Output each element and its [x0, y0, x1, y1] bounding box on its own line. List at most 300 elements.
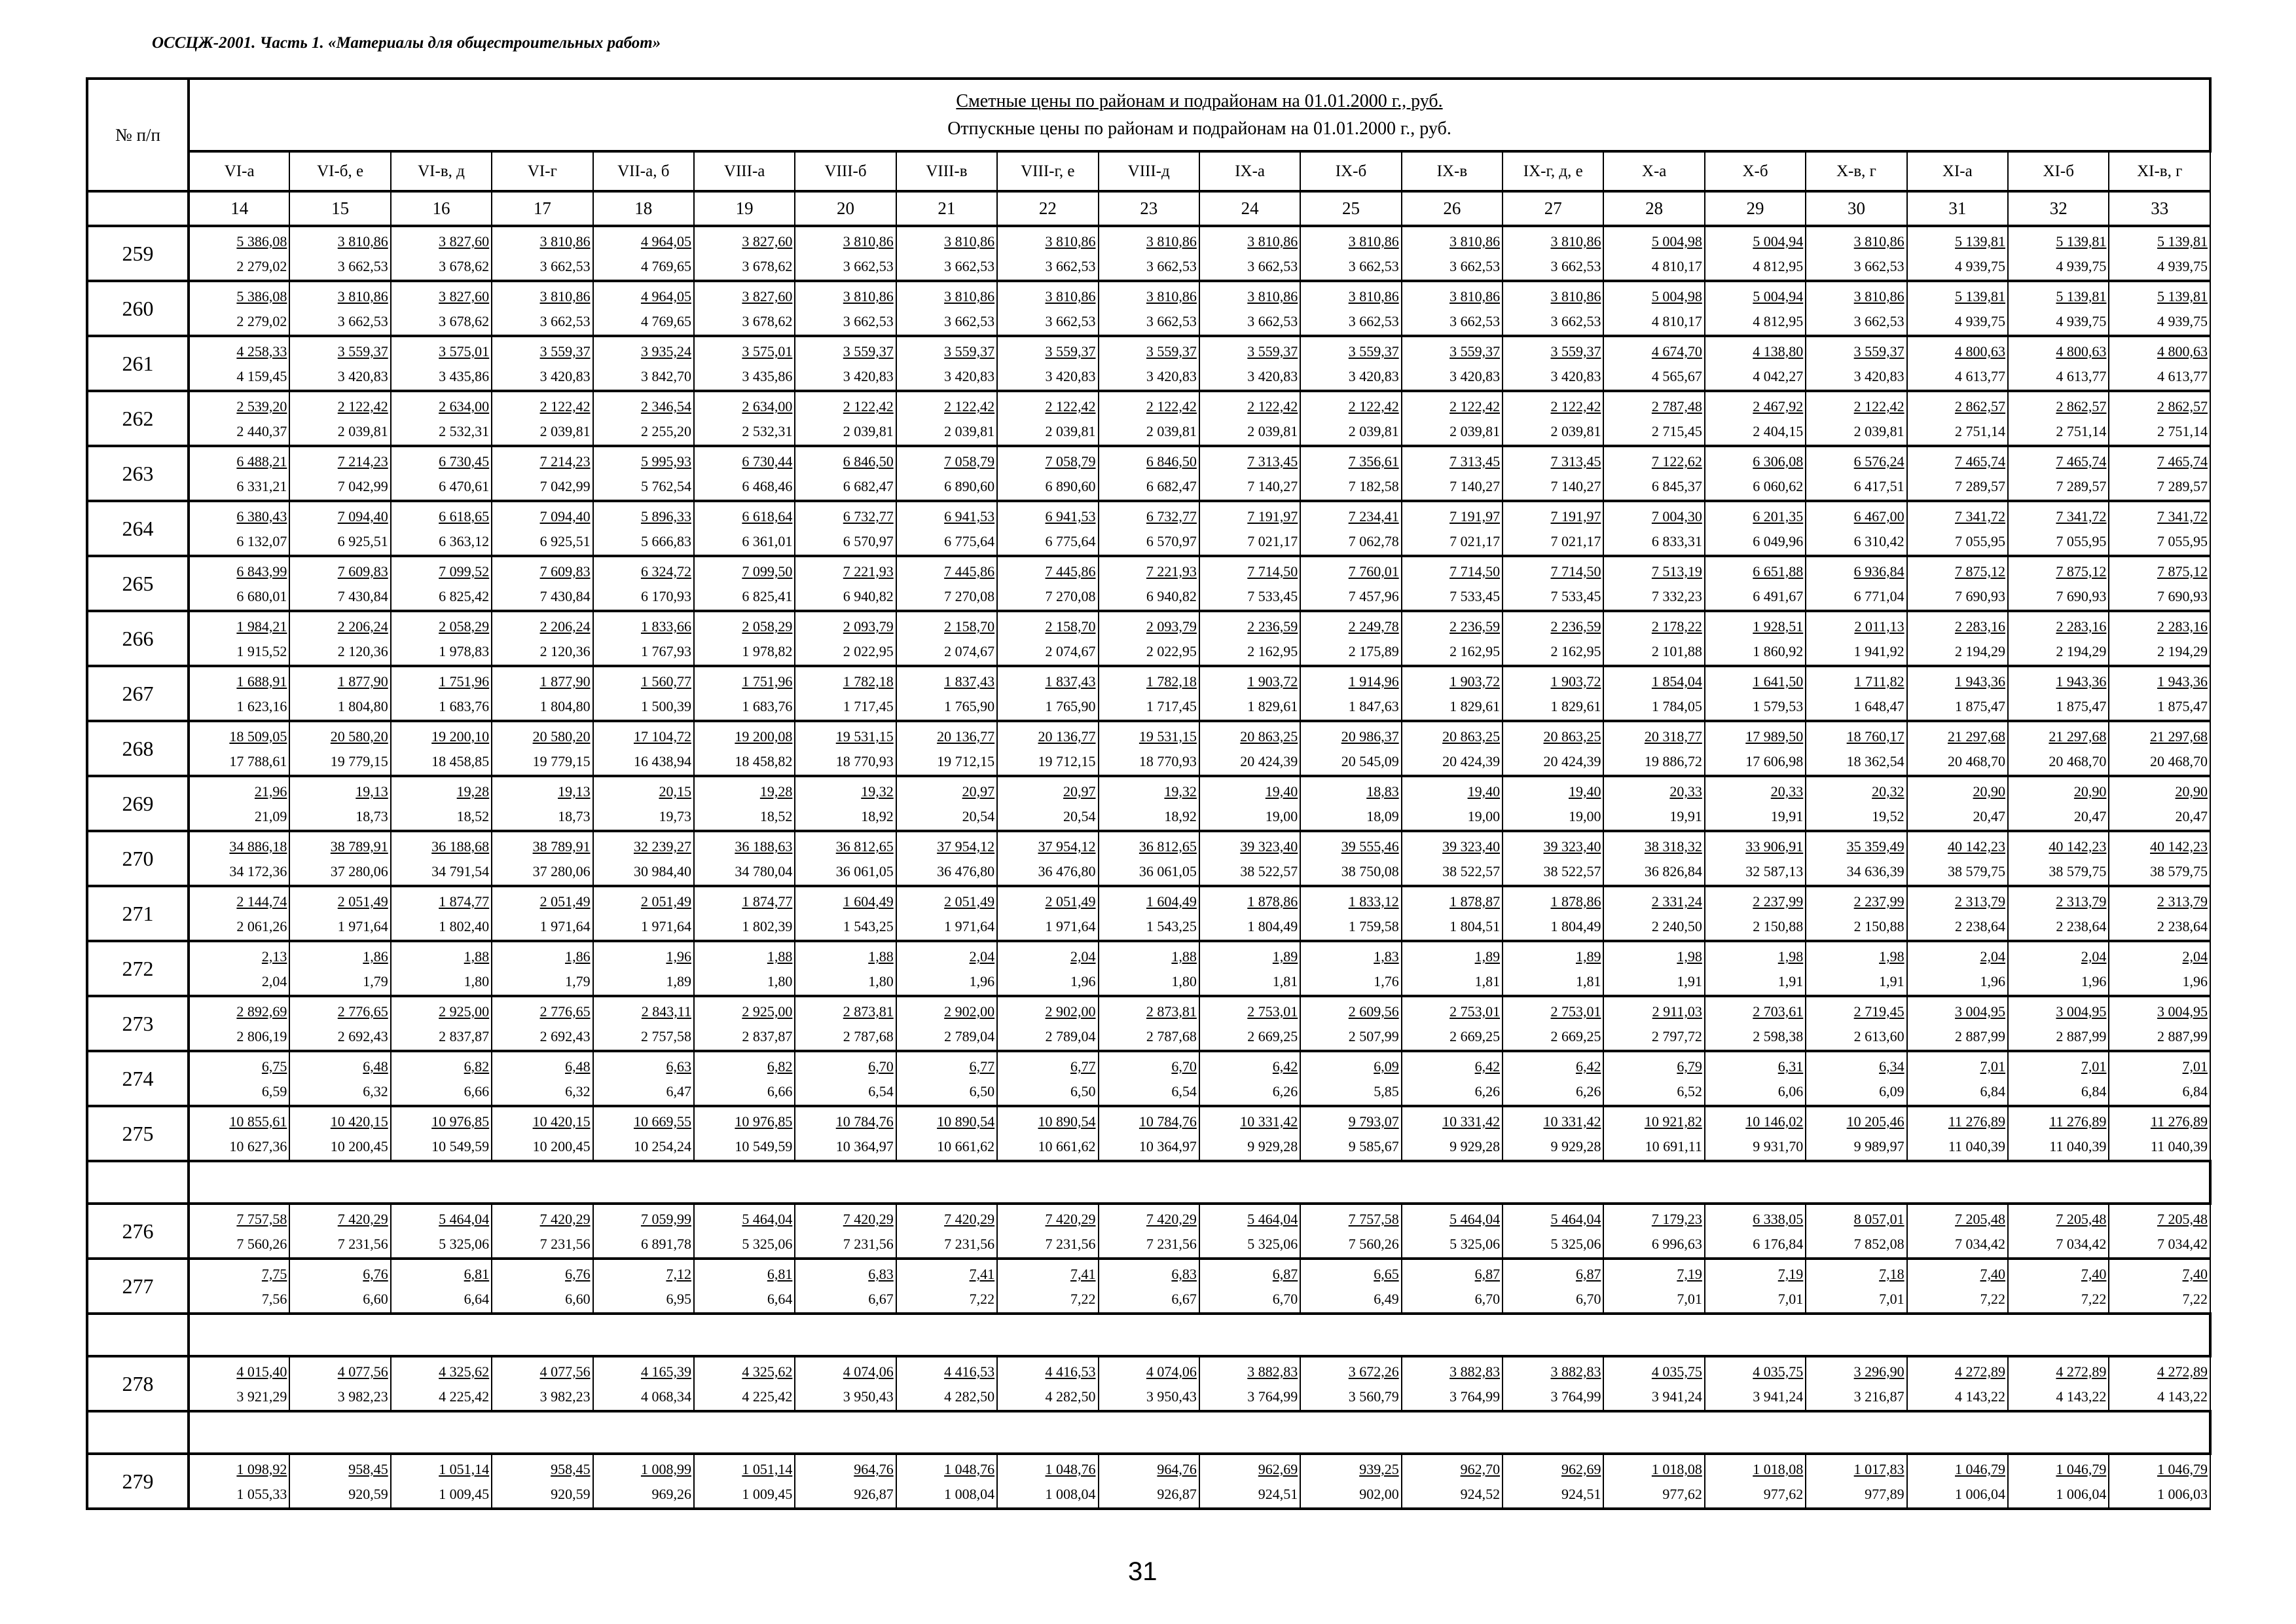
price-cell — [391, 776, 492, 831]
estimate-price: 7 420,29 — [1045, 1211, 1096, 1227]
estimate-price: 3 810,86 — [1348, 288, 1399, 304]
table-row — [87, 556, 2210, 611]
release-price: 1 978,82 — [742, 643, 793, 659]
price-cell — [1300, 1106, 1401, 1161]
release-price: 4 159,45 — [236, 368, 287, 384]
release-price: 3 764,99 — [1449, 1388, 1501, 1405]
release-price: 7 560,26 — [1348, 1236, 1399, 1252]
release-price: 2 039,81 — [539, 423, 591, 439]
estimate-price: 6,42 — [1575, 1058, 1601, 1075]
release-price: 7 140,27 — [1247, 478, 1298, 494]
estimate-price: 7 179,23 — [1651, 1211, 1702, 1227]
release-price: 3 435,86 — [742, 368, 793, 384]
release-price: 2 238,64 — [2157, 918, 2208, 934]
estimate-price: 6 732,77 — [843, 508, 894, 525]
release-price: 3 662,53 — [337, 313, 388, 329]
release-price: 2 806,19 — [236, 1028, 287, 1044]
column-index: 33 — [2109, 191, 2210, 226]
price-cell — [1603, 1356, 1704, 1411]
estimate-price: 3 935,24 — [640, 343, 691, 360]
price-cell — [1503, 226, 1603, 281]
price-cell — [492, 611, 592, 666]
price-cell — [1503, 281, 1603, 336]
release-price: 10 627,36 — [229, 1138, 287, 1154]
price-cell — [1806, 391, 1906, 446]
price-cell — [1503, 996, 1603, 1051]
release-price: 7 021,17 — [1247, 533, 1298, 549]
price-cell — [1705, 776, 1806, 831]
price-cell — [593, 996, 694, 1051]
release-price: 1 759,58 — [1348, 918, 1399, 934]
release-price: 6 361,01 — [742, 533, 793, 549]
release-price: 6,52 — [1677, 1083, 1702, 1099]
region-header: IX-а — [1199, 151, 1300, 191]
release-price: 4 939,75 — [2056, 258, 2107, 274]
release-price: 19,91 — [1669, 808, 1702, 824]
release-price: 7 231,56 — [539, 1236, 591, 1252]
release-price: 1 006,03 — [2157, 1486, 2208, 1502]
release-price: 1 009,45 — [439, 1486, 490, 1502]
estimate-price: 4 035,75 — [1651, 1363, 1702, 1380]
price-cell — [2008, 776, 2109, 831]
price-cell — [1705, 886, 1806, 941]
price-cell — [492, 1259, 592, 1314]
price-cell — [694, 501, 795, 556]
estimate-price: 6 936,84 — [1853, 563, 1904, 580]
price-cell — [189, 336, 289, 391]
estimate-price: 2 313,79 — [2056, 893, 2107, 910]
release-price: 3 435,86 — [439, 368, 490, 384]
price-cell — [2109, 556, 2210, 611]
estimate-price: 4 416,53 — [1045, 1363, 1096, 1380]
release-price: 6,26 — [1575, 1083, 1601, 1099]
price-cell — [1705, 1106, 1806, 1161]
price-cell — [1907, 831, 2008, 886]
release-price: 7,22 — [1070, 1291, 1096, 1307]
price-cell — [1907, 886, 2008, 941]
price-cell — [1907, 1051, 2008, 1106]
estimate-price: 7 341,72 — [1955, 508, 2006, 525]
price-cell — [2109, 721, 2210, 776]
price-cell — [997, 611, 1098, 666]
row-number: 276 — [87, 1204, 189, 1259]
estimate-price: 20 136,77 — [937, 728, 995, 745]
release-price: 6,54 — [1171, 1083, 1197, 1099]
release-price: 1 648,47 — [1853, 698, 1904, 714]
estimate-price: 7,41 — [969, 1266, 995, 1282]
price-cell — [1099, 1106, 1199, 1161]
estimate-price: 3 559,37 — [1449, 343, 1501, 360]
release-price: 6,70 — [1474, 1291, 1501, 1307]
estimate-price: 3 559,37 — [944, 343, 995, 360]
estimate-price: 5 004,94 — [1753, 233, 1804, 249]
estimate-price: 6,09 — [1374, 1058, 1399, 1075]
price-cell — [289, 611, 390, 666]
estimate-price: 6 651,88 — [1753, 563, 1804, 580]
release-price: 2 039,81 — [1853, 423, 1904, 439]
price-cell — [1099, 1454, 1199, 1509]
price-cell — [492, 1204, 592, 1259]
estimate-price: 3 575,01 — [439, 343, 490, 360]
estimate-price: 6,82 — [767, 1058, 793, 1075]
release-price: 18,92 — [1164, 808, 1197, 824]
row-number: 269 — [87, 776, 189, 831]
column-index: 20 — [795, 191, 896, 226]
price-cell — [593, 831, 694, 886]
estimate-price: 10 976,85 — [735, 1113, 793, 1130]
release-price: 4 810,17 — [1651, 313, 1702, 329]
estimate-price: 6,87 — [1474, 1266, 1501, 1282]
release-price: 2 532,31 — [439, 423, 490, 439]
price-cell — [593, 446, 694, 501]
column-index: 16 — [391, 191, 492, 226]
price-cell — [1199, 1204, 1300, 1259]
price-cell — [1705, 226, 1806, 281]
release-price: 2 507,99 — [1348, 1028, 1399, 1044]
region-header: VII-а, б — [593, 151, 694, 191]
estimate-price: 2 925,00 — [439, 1003, 490, 1020]
price-cell — [1705, 941, 1806, 996]
estimate-price: 1 874,77 — [742, 893, 793, 910]
price-cell — [1199, 1051, 1300, 1106]
estimate-price: 1,98 — [1677, 948, 1702, 965]
release-price: 18 458,85 — [431, 753, 490, 769]
price-cell — [694, 831, 795, 886]
price-cell — [1705, 336, 1806, 391]
release-price: 7,01 — [1879, 1291, 1904, 1307]
release-price: 6 825,41 — [742, 588, 793, 604]
release-price: 1 717,45 — [843, 698, 894, 714]
estimate-price: 1 914,96 — [1348, 673, 1399, 690]
estimate-price: 3 575,01 — [742, 343, 793, 360]
release-price: 11 040,39 — [2150, 1138, 2208, 1154]
price-cell — [997, 831, 1098, 886]
release-price: 3 662,53 — [539, 258, 591, 274]
release-price: 4 225,42 — [742, 1388, 793, 1405]
estimate-price: 1,83 — [1374, 948, 1399, 965]
price-cell — [289, 1259, 390, 1314]
price-cell — [1907, 501, 2008, 556]
estimate-price: 20,90 — [1973, 783, 2006, 800]
release-price: 38 750,08 — [1341, 863, 1399, 879]
price-cell — [694, 1106, 795, 1161]
release-price: 2 669,25 — [1449, 1028, 1501, 1044]
price-cell — [1402, 776, 1503, 831]
separator-cell — [189, 1314, 2210, 1356]
price-cell — [896, 1106, 997, 1161]
estimate-price: 1,98 — [1879, 948, 1904, 965]
release-price: 6,95 — [666, 1291, 691, 1307]
estimate-price: 3 559,37 — [1853, 343, 1904, 360]
estimate-price: 7 313,45 — [1247, 453, 1298, 470]
release-price: 3 678,62 — [439, 258, 490, 274]
price-cell — [1402, 1356, 1503, 1411]
price-cell — [492, 886, 592, 941]
estimate-price: 3 810,86 — [539, 288, 591, 304]
separator-cell — [87, 1314, 189, 1356]
release-price: 18,73 — [558, 808, 591, 824]
price-cell — [1402, 666, 1503, 721]
price-cell — [2008, 1454, 2109, 1509]
estimate-price: 32 239,27 — [633, 838, 691, 855]
price-cell — [1199, 1454, 1300, 1509]
release-price: 4 939,75 — [1955, 258, 2006, 274]
price-cell — [1503, 336, 1603, 391]
release-price: 2 194,29 — [2056, 643, 2107, 659]
release-price: 7 055,95 — [2157, 533, 2208, 549]
release-price: 7 021,17 — [1550, 533, 1601, 549]
price-cell — [2109, 226, 2210, 281]
release-price: 18,73 — [355, 808, 388, 824]
estimate-price: 6 730,44 — [742, 453, 793, 470]
estimate-price: 2 862,57 — [2056, 398, 2107, 415]
price-cell — [1705, 391, 1806, 446]
price-cell — [391, 886, 492, 941]
estimate-price: 20 863,25 — [1442, 728, 1501, 745]
estimate-price: 2 249,78 — [1348, 618, 1399, 635]
release-price: 2 022,95 — [843, 643, 894, 659]
release-price: 4 769,65 — [640, 313, 691, 329]
release-price: 6 491,67 — [1753, 588, 1804, 604]
estimate-price: 5 464,04 — [742, 1211, 793, 1227]
release-price: 38 579,75 — [2150, 863, 2208, 879]
release-price: 3 420,83 — [1550, 368, 1601, 384]
price-cell — [896, 226, 997, 281]
price-cell — [492, 666, 592, 721]
price-cell — [694, 1259, 795, 1314]
estimate-price: 7 465,74 — [1955, 453, 2006, 470]
estimate-price: 7 609,83 — [539, 563, 591, 580]
price-cell — [896, 1356, 997, 1411]
estimate-price: 2,04 — [2182, 948, 2208, 965]
price-cell — [1300, 556, 1401, 611]
estimate-price: 5 004,94 — [1753, 288, 1804, 304]
release-price: 2 887,99 — [2056, 1028, 2107, 1044]
price-cell — [1705, 721, 1806, 776]
release-price: 1,80 — [767, 973, 793, 989]
price-cell — [593, 1454, 694, 1509]
estimate-price: 6,76 — [363, 1266, 388, 1282]
price-cell — [1099, 776, 1199, 831]
estimate-price: 2,04 — [2081, 948, 2107, 965]
estimate-price: 3 672,26 — [1348, 1363, 1399, 1380]
release-price: 7 270,08 — [1045, 588, 1096, 604]
release-price: 6 682,47 — [1146, 478, 1197, 494]
estimate-price: 20,90 — [2175, 783, 2208, 800]
price-cell — [1503, 501, 1603, 556]
price-cell — [2008, 1204, 2109, 1259]
separator-cell — [189, 1411, 2210, 1454]
release-price: 2 787,68 — [843, 1028, 894, 1044]
release-price: 3 662,53 — [337, 258, 388, 274]
estimate-price: 7 341,72 — [2157, 508, 2208, 525]
price-cell — [2109, 1051, 2210, 1106]
release-price: 11 040,39 — [1948, 1138, 2006, 1154]
release-price: 920,59 — [551, 1486, 591, 1502]
estimate-price: 7 420,29 — [944, 1211, 995, 1227]
estimate-price: 3 810,86 — [1853, 233, 1904, 249]
release-price: 7 289,57 — [2157, 478, 2208, 494]
estimate-price: 19,13 — [558, 783, 591, 800]
column-index: 30 — [1806, 191, 1906, 226]
estimate-price: 4 015,40 — [236, 1363, 287, 1380]
estimate-price: 2 892,69 — [236, 1003, 287, 1020]
price-cell — [1705, 1259, 1806, 1314]
table-row — [87, 831, 2210, 886]
estimate-price: 3 810,86 — [843, 288, 894, 304]
price-cell — [694, 886, 795, 941]
price-cell — [2109, 831, 2210, 886]
estimate-price: 7,18 — [1879, 1266, 1904, 1282]
estimate-price: 7 420,29 — [843, 1211, 894, 1227]
release-price: 18,09 — [1366, 808, 1399, 824]
price-cell — [997, 1259, 1098, 1314]
estimate-price: 7 609,83 — [337, 563, 388, 580]
price-cell — [391, 1204, 492, 1259]
header-row-regions — [87, 151, 2210, 191]
price-cell — [189, 226, 289, 281]
release-price: 20,54 — [962, 808, 995, 824]
estimate-price: 7,75 — [261, 1266, 287, 1282]
row-number: 279 — [87, 1454, 189, 1509]
release-price: 1,80 — [464, 973, 490, 989]
price-cell — [1705, 996, 1806, 1051]
estimate-price: 7 757,58 — [1348, 1211, 1399, 1227]
estimate-price: 2 122,42 — [1146, 398, 1197, 415]
release-price: 6,06 — [1777, 1083, 1804, 1099]
release-price: 2 101,88 — [1651, 643, 1702, 659]
price-cell — [2008, 226, 2109, 281]
price-cell — [1503, 721, 1603, 776]
price-cell — [593, 336, 694, 391]
estimate-price: 2 753,01 — [1449, 1003, 1501, 1020]
estimate-price: 2,04 — [1070, 948, 1096, 965]
estimate-price: 1 903,72 — [1449, 673, 1501, 690]
price-cell — [1503, 831, 1603, 886]
release-price: 6,84 — [1980, 1083, 2006, 1099]
price-cell — [1199, 556, 1300, 611]
price-cell — [1300, 391, 1401, 446]
release-price: 3 764,99 — [1247, 1388, 1298, 1405]
price-cell — [492, 996, 592, 1051]
release-price: 1 875,47 — [1955, 698, 2006, 714]
estimate-price: 2 122,42 — [1449, 398, 1501, 415]
release-price: 7 560,26 — [236, 1236, 287, 1252]
estimate-price: 6 576,24 — [1853, 453, 1904, 470]
release-price: 1 971,64 — [539, 918, 591, 934]
estimate-price: 36 188,63 — [735, 838, 793, 855]
estimate-price: 11 276,89 — [2150, 1113, 2208, 1130]
price-cell — [593, 1051, 694, 1106]
document-title: ОССЦЖ-2001. Часть 1. «Материалы для общестроительных работ» — [152, 34, 661, 52]
table-row — [87, 941, 2210, 996]
release-price: 10 254,24 — [633, 1138, 691, 1154]
release-price: 18 770,93 — [835, 753, 894, 769]
release-price: 32 587,13 — [1745, 863, 1804, 879]
column-index: 26 — [1402, 191, 1503, 226]
estimate-price: 1 604,49 — [1146, 893, 1197, 910]
price-cell — [795, 556, 896, 611]
estimate-price: 20,97 — [1063, 783, 1096, 800]
estimate-price: 6,76 — [565, 1266, 591, 1282]
release-price: 1 500,39 — [640, 698, 691, 714]
estimate-price: 5 896,33 — [640, 508, 691, 525]
price-cell — [1199, 611, 1300, 666]
estimate-price: 6,31 — [1777, 1058, 1804, 1075]
price-cell — [593, 281, 694, 336]
price-cell — [492, 776, 592, 831]
release-price: 1 804,51 — [1449, 918, 1501, 934]
release-price: 3 662,53 — [1853, 258, 1904, 274]
price-cell — [1603, 1259, 1704, 1314]
column-index: 28 — [1603, 191, 1704, 226]
estimate-price: 1 051,14 — [439, 1461, 490, 1477]
release-price: 2 074,67 — [1045, 643, 1096, 659]
release-price: 4 068,34 — [640, 1388, 691, 1405]
release-price: 1 875,47 — [2157, 698, 2208, 714]
estimate-price: 3 810,86 — [1247, 288, 1298, 304]
price-cell — [1300, 336, 1401, 391]
estimate-price: 20,15 — [659, 783, 691, 800]
price-cell — [1907, 1106, 2008, 1161]
release-price: 4 810,17 — [1651, 258, 1702, 274]
estimate-price: 3 827,60 — [742, 288, 793, 304]
estimate-price: 10 420,15 — [532, 1113, 591, 1130]
price-cell — [1199, 281, 1300, 336]
price-cell — [795, 721, 896, 776]
column-header-number: № п/п — [87, 79, 189, 191]
estimate-price: 10 146,02 — [1745, 1113, 1804, 1130]
price-cell — [1099, 1356, 1199, 1411]
release-price: 30 984,40 — [633, 863, 691, 879]
estimate-price: 6 306,08 — [1753, 453, 1804, 470]
table-row — [87, 996, 2210, 1051]
estimate-price: 6 380,43 — [236, 508, 287, 525]
row-number: 268 — [87, 721, 189, 776]
release-price: 2 162,95 — [1449, 643, 1501, 659]
row-number: 271 — [87, 886, 189, 941]
price-cell — [1402, 556, 1503, 611]
price-cell — [1402, 1259, 1503, 1314]
estimate-price: 2 539,20 — [236, 398, 287, 415]
separator-cell — [87, 1161, 189, 1204]
price-cell — [2109, 1106, 2210, 1161]
estimate-price: 3 810,86 — [1550, 288, 1601, 304]
release-price: 5 325,06 — [1449, 1236, 1501, 1252]
estimate-price: 2 051,49 — [337, 893, 388, 910]
release-price: 3 662,53 — [1045, 313, 1096, 329]
release-price: 6,59 — [261, 1083, 287, 1099]
release-price: 2 120,36 — [337, 643, 388, 659]
estimate-price: 1 833,66 — [640, 618, 691, 635]
price-cell — [1199, 501, 1300, 556]
price-cell — [1806, 1106, 1906, 1161]
price-cell — [896, 281, 997, 336]
price-cell — [1402, 1204, 1503, 1259]
estimate-price: 7 214,23 — [539, 453, 591, 470]
price-cell — [795, 831, 896, 886]
price-cell — [1099, 1259, 1199, 1314]
estimate-price: 1 046,79 — [2056, 1461, 2107, 1477]
release-price: 6,50 — [969, 1083, 995, 1099]
column-index: 17 — [492, 191, 592, 226]
estimate-price: 2 236,59 — [1550, 618, 1601, 635]
release-price: 19,00 — [1467, 808, 1501, 824]
release-price: 2 039,81 — [1045, 423, 1096, 439]
release-price: 1,91 — [1677, 973, 1702, 989]
region-header: VI-г — [492, 151, 592, 191]
price-cell — [1907, 1454, 2008, 1509]
